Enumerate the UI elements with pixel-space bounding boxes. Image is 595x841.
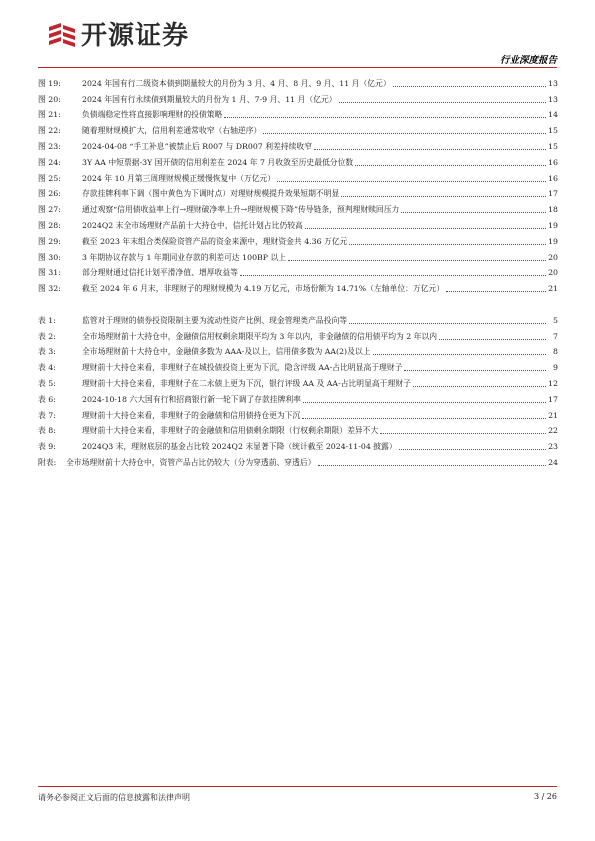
leader-dots <box>393 85 546 87</box>
entry-title: 2024-04-08 “手工补息”被禁止后 R007 与 DR007 利差持续收窄 <box>82 141 313 151</box>
entry-page: 18 <box>548 205 558 215</box>
kaiyuan-logo-icon <box>47 21 77 51</box>
toc-entry[interactable] <box>38 278 558 294</box>
entry-label: 图 22: <box>38 126 61 136</box>
toc-entry[interactable] <box>38 389 558 405</box>
toc-entry[interactable] <box>38 168 558 184</box>
entry-title: 2024-10-18 六大国有行和招商银行新一轮下调了存款挂牌利率 <box>82 394 301 404</box>
company-logo <box>47 20 189 52</box>
toc-entry-appendix[interactable] <box>38 452 558 468</box>
entry-page: 16 <box>548 173 558 183</box>
page-number: 3 / 26 <box>533 792 557 801</box>
entry-title: 全市场理财前十大持仓中，金融债多数为 AAA-及以上，信用债多数为 AA(2)及以上 <box>82 347 371 357</box>
entry-label: 表 3: <box>38 347 56 357</box>
entry-title: 截至 2024 年 6 月末，非理财子的理财规模为 4.19 万亿元，市场份额为 14.71%（左轴单位：万亿元） <box>82 284 445 294</box>
toc-entry[interactable] <box>38 421 558 437</box>
entry-label: 图 26: <box>38 189 61 199</box>
entry-title: 部分理财通过信托计划平滑净值、增厚收益等 <box>82 268 238 278</box>
entry-page: 23 <box>548 442 558 452</box>
toc-entry[interactable] <box>38 231 558 247</box>
entry-title: 全市场理财前十大持仓中，金融债信用权剩余期限平均为 3 年以内，非金融债的信用债平均为 2 年以内 <box>82 331 438 341</box>
entry-label: 表 2: <box>38 331 56 341</box>
entry-title: 通过观察“信用债收益率上行→理财破净率上升→理财规模下降”传导链条，预判理财赎回压力 <box>82 205 400 215</box>
entry-label: 表 6: <box>38 394 56 404</box>
leader-dots <box>439 338 546 340</box>
entry-page: 24 <box>548 457 558 467</box>
header-divider <box>38 67 557 68</box>
toc-entry[interactable] <box>38 310 558 326</box>
entry-page: 21 <box>548 410 558 420</box>
entry-page: 22 <box>548 426 558 436</box>
entry-title: 理财前十大持仓来看，非理财子在二永债上更为下沉，银行评级 AA 及 AA-占比明显高于理财子 <box>82 378 411 388</box>
entry-page: 5 <box>553 315 558 325</box>
leader-dots <box>446 290 546 292</box>
entry-page: 12 <box>548 378 558 388</box>
entry-label: 图 19: <box>38 78 61 88</box>
entry-label: 表 1: <box>38 315 56 325</box>
toc-entry[interactable] <box>38 215 558 231</box>
leader-dots <box>380 432 546 434</box>
entry-title: 理财前十大持仓来看，非理财子的金融债和信用债剩余期限（行权剩余期限）差异不大 <box>82 426 379 436</box>
entry-page: 13 <box>548 78 558 88</box>
leader-dots <box>277 180 546 182</box>
entry-title: 截至 2023 年末组合类保险资管产品的资金来源中，理财资金共 4.36 万亿元 <box>82 236 348 246</box>
entry-label: 图 25: <box>38 173 61 183</box>
leader-dots <box>373 353 547 355</box>
leader-dots <box>318 464 547 466</box>
entry-label: 表 5: <box>38 378 56 388</box>
entry-title: 理财前十大持仓来看，非理财子的金融债和信用债持仓更为下沉 <box>82 410 301 420</box>
entry-title: 存款挂牌利率下调（图中黄色为下调时点）对理财规模提升效果短期不明显 <box>82 189 340 199</box>
leader-dots <box>263 132 546 134</box>
footer-divider <box>38 786 557 787</box>
entry-title: 3 年期协议存款与 1 年期同业存款的利差可达 100BP 以上 <box>82 252 287 262</box>
figure-index <box>38 73 558 294</box>
entry-title: 监管对于理财的债券投资限制主要为流动性资产比例、现金管理类产品投向等 <box>82 315 348 325</box>
entry-title: 随着理财规模扩大，信用利差通常收窄（右轴逆序） <box>82 126 262 136</box>
page-header <box>0 0 595 70</box>
leader-dots <box>355 164 546 166</box>
leader-dots <box>224 116 546 118</box>
entry-title: 2024 年国有行永续债到期量较大的月份为 1 月、7-9 月、11 月（亿元） <box>82 94 337 104</box>
entry-title: 2024 年国有行二级资本债到期量较大的月份为 3 月、4 月、8 月、9 月、11 月（亿元） <box>82 78 391 88</box>
toc-entry[interactable] <box>38 263 558 279</box>
leader-dots <box>339 101 546 103</box>
entry-label: 图 20: <box>38 94 61 104</box>
leader-dots <box>349 322 546 324</box>
leader-dots <box>349 243 546 245</box>
toc-entry[interactable] <box>38 342 558 358</box>
entry-title: 2024Q2 末全市场理财产品前十大持仓中，信托计划占比仍较高 <box>82 220 303 230</box>
leader-dots <box>302 417 546 419</box>
entry-page: 20 <box>548 268 558 278</box>
leader-dots <box>341 195 546 197</box>
entry-label: 图 32: <box>38 284 61 294</box>
entry-page: 17 <box>548 394 558 404</box>
entry-label: 图 21: <box>38 110 61 120</box>
leader-dots <box>288 259 546 261</box>
leader-dots <box>305 227 546 229</box>
entry-label: 表 7: <box>38 410 56 420</box>
toc-entry[interactable] <box>38 357 558 373</box>
entry-page: 21 <box>548 284 558 294</box>
entry-label: 图 28: <box>38 220 61 230</box>
toc-entry[interactable] <box>38 436 558 452</box>
entry-title: 2024Q3 末，理财底层的基金占比较 2024Q2 末显著下降（统计截至 2024-11-04 披露） <box>82 442 397 452</box>
entry-label: 表 8: <box>38 426 56 436</box>
entry-page: 19 <box>548 236 558 246</box>
entry-label: 表 4: <box>38 363 56 373</box>
toc-entry[interactable] <box>38 326 558 342</box>
toc-entry[interactable] <box>38 152 558 168</box>
entry-page: 8 <box>553 347 558 357</box>
entry-page: 17 <box>548 189 558 199</box>
toc-entry[interactable] <box>38 184 558 200</box>
entry-page: 15 <box>548 141 558 151</box>
entry-label: 表 9: <box>38 442 56 452</box>
leader-dots <box>401 211 546 213</box>
entry-page: 15 <box>548 126 558 136</box>
logo-text: 开源证券 <box>81 21 190 51</box>
leader-dots <box>240 274 546 276</box>
entry-title: 负债端稳定性将直接影响理财的投债策略 <box>82 110 223 120</box>
entry-page: 19 <box>548 220 558 230</box>
leader-dots <box>399 448 546 450</box>
entry-label: 图 30: <box>38 252 61 262</box>
entry-label: 图 23: <box>38 141 61 151</box>
toc-entry[interactable] <box>38 89 558 105</box>
entry-title: 理财前十大持仓来看，非理财子在城投债投资上更为下沉，隐含评级 AA-占比明显高于理财子 <box>82 363 403 373</box>
toc-entry[interactable] <box>38 247 558 263</box>
entry-page: 7 <box>553 331 558 341</box>
toc-entry[interactable] <box>38 105 558 121</box>
toc-entry[interactable] <box>38 373 558 389</box>
entry-label: 图 27: <box>38 205 61 215</box>
leader-dots <box>303 401 546 403</box>
table-index <box>38 310 558 468</box>
toc-entry[interactable] <box>38 73 558 89</box>
entry-label: 图 29: <box>38 236 61 246</box>
entry-page: 16 <box>548 157 558 167</box>
entry-title: 3Y AA 中短票据-3Y 国开债的信用利差在 2024 年 7 月收敛至历史最低分位数 <box>82 157 354 167</box>
entry-page: 13 <box>548 94 558 104</box>
entry-page: 14 <box>548 110 558 120</box>
entry-page: 9 <box>553 363 558 373</box>
entry-title: 2024 年 10 月第三周理财规模正缓慢恢复中（万亿元） <box>82 173 276 183</box>
report-type-label: 行业深度报告 <box>499 55 557 66</box>
toc-entry[interactable] <box>38 199 558 215</box>
entry-page: 20 <box>548 252 558 262</box>
toc-entry[interactable] <box>38 120 558 136</box>
toc-entry[interactable] <box>38 136 558 152</box>
entry-title: 全市场理财前十大持仓中，资管产品占比仍较大（分为穿透前、穿透后） <box>66 457 316 467</box>
entry-label: 图 31: <box>38 268 61 278</box>
leader-dots <box>314 148 546 150</box>
toc-entry[interactable] <box>38 405 558 421</box>
leader-dots <box>413 385 546 387</box>
entry-label: 图 24: <box>38 157 61 167</box>
footer-disclaimer: 请务必参阅正文后面的信息披露和法律声明 <box>38 793 190 802</box>
leader-dots <box>404 369 546 371</box>
entry-label: 附表: <box>38 457 57 467</box>
